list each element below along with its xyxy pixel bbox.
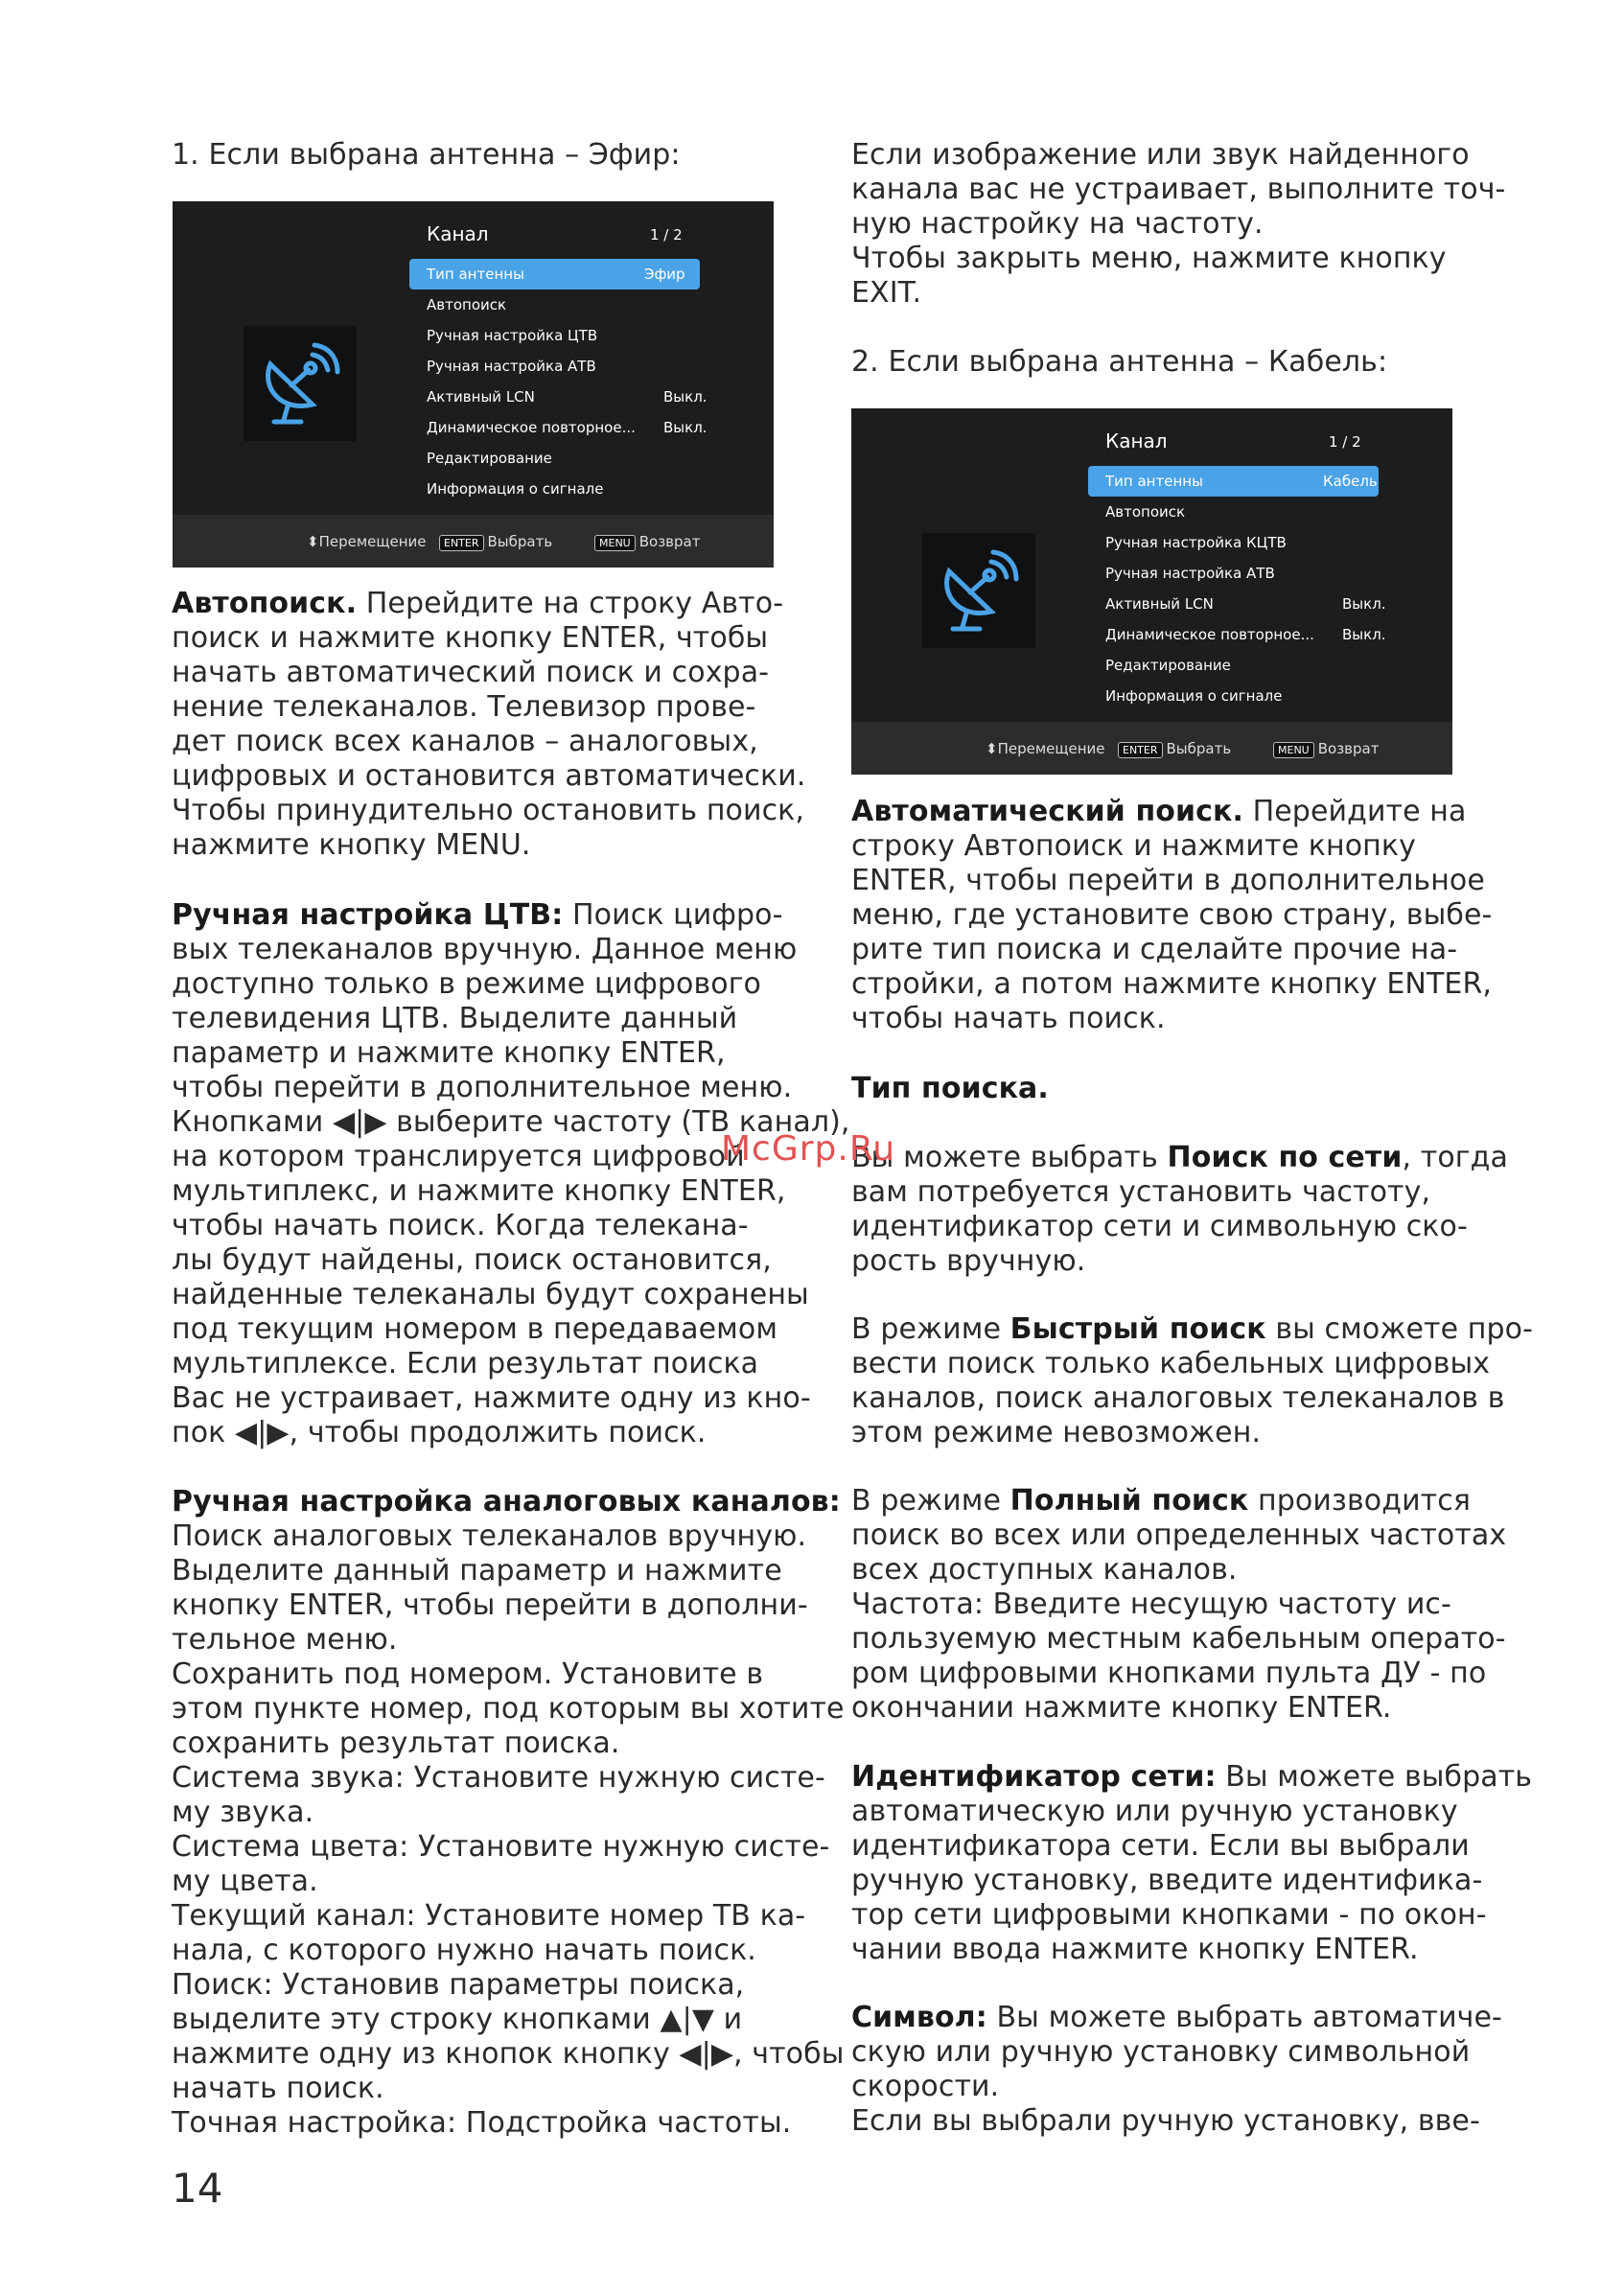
menu-item-label: Активный LCN (1105, 595, 1214, 613)
footer-select-hint: ENTER Выбрать (1118, 740, 1231, 758)
text-line: Вас не устраивает, нажмите одну из кно- (172, 1381, 811, 1415)
text-line: тор сети цифровыми кнопками - по окон- (851, 1898, 1487, 1932)
menu-title: Канал (1105, 429, 1168, 452)
text-line: начать автоматический поиск и сохра- (172, 656, 770, 689)
text-line: нажмите одну из кнопок кнопку ◀|▶, чтобы (172, 2037, 845, 2071)
text-line: чании ввода нажмите кнопку ENTER. (851, 1933, 1419, 1966)
text-line: Автопоиск. Перейдите на строку Авто- (172, 587, 784, 620)
footer-back-hint: MENU Возврат (594, 533, 700, 551)
menu-item-label: Редактирование (1105, 657, 1231, 674)
menu-key-icon: MENU (594, 535, 636, 551)
text-line: цифровых и остановится автоматически. (172, 759, 806, 793)
menu-item[interactable] (1105, 681, 1393, 711)
text-line: Символ: Вы можете выбрать автоматиче- (851, 2001, 1502, 2034)
text-line: доступно только в режиме цифрового (172, 967, 762, 1001)
text-line: кнопку ENTER, чтобы перейти в дополни- (172, 1588, 808, 1622)
menu-item-value: Выкл. (1342, 595, 1386, 613)
text-line: нажмите кнопку MENU. (172, 828, 531, 862)
menu-footer (173, 515, 774, 568)
text-line: идентификатор сети и символьную ско- (851, 1210, 1468, 1243)
menu-page-indicator: 1 / 2 (1329, 433, 1361, 451)
menu-item[interactable] (427, 443, 714, 474)
text-line: стройки, а потом нажмите кнопку ENTER, (851, 967, 1493, 1001)
menu-item[interactable] (1105, 589, 1393, 619)
text-line: пок ◀|▶, чтобы продолжить поиск. (172, 1416, 707, 1449)
text-line: выделите эту строку кнопками ▲|▼ и (172, 2003, 743, 2036)
text-line: всех доступных каналов. (851, 1553, 1238, 1587)
text-line: Система цвета: Установите нужную систе- (172, 1830, 830, 1864)
satellite-dish-icon (922, 533, 1035, 648)
text-line: сохранить результат поиска. (172, 1727, 620, 1760)
footer-move-hint: ⬍Перемещение (307, 533, 427, 550)
text-line: Сохранить под номером. Установите в (172, 1658, 764, 1691)
text-line: автоматическую или ручную установку (851, 1795, 1458, 1828)
text-line: чтобы перейти в дополнительное меню. (172, 1071, 793, 1104)
text-line: Ручная настройка ЦТВ: Поиск цифро- (172, 898, 783, 932)
text-line: ручную установку, введите идентифика- (851, 1864, 1483, 1897)
menu-item[interactable] (1105, 558, 1393, 589)
text-line: му звука. (172, 1796, 314, 1829)
text-line: телевидения ЦТВ. Выделите данный (172, 1002, 738, 1035)
text-line: дет поиск всех каналов – аналоговых, (172, 725, 758, 758)
updown-arrow-icon: ⬍ (986, 740, 998, 757)
menu-item-selected[interactable] (1088, 466, 1379, 497)
text-line: чтобы начать поиск. Когда телекана- (172, 1209, 749, 1242)
text-line: окончании нажмите кнопку ENTER. (851, 1691, 1392, 1725)
text-line: начать поиск. (172, 2072, 384, 2105)
text-line: В режиме Полный поиск производится (851, 1484, 1471, 1518)
heading-antenna-cable: 2. Если выбрана антенна – Кабель: (851, 345, 1388, 379)
menu-item-label: Динамическое повторное... (427, 419, 636, 436)
footer-back-hint: MENU Возврат (1273, 740, 1379, 758)
text-line: ENTER, чтобы перейти в дополнительное (851, 864, 1485, 897)
text-line: рость вручную. (851, 1244, 1086, 1278)
enter-key-icon: ENTER (1118, 742, 1163, 758)
text-line: Если вы выбрали ручную установку, вве- (851, 2104, 1480, 2138)
footer-select-hint: ENTER Выбрать (439, 533, 552, 551)
menu-item-label: Автопоиск (427, 296, 507, 313)
text-line: меню, где установите свою страну, выбе- (851, 898, 1493, 932)
tv-menu-air-screenshot (173, 201, 774, 568)
menu-item-label: Активный LCN (427, 388, 535, 406)
text-line: рите тип поиска и сделайте прочие на- (851, 933, 1458, 966)
text-line: скорости. (851, 2070, 1000, 2103)
text-line: Если изображение или звук найденного (851, 138, 1470, 172)
menu-item[interactable] (427, 351, 714, 382)
menu-item-label: Автопоиск (1105, 503, 1186, 521)
menu-item[interactable] (427, 382, 714, 412)
text-line: EXIT. (851, 276, 922, 310)
text-line: мультиплекс, и нажмите кнопку ENTER, (172, 1174, 786, 1208)
menu-item[interactable] (427, 290, 714, 320)
menu-item[interactable] (1105, 497, 1393, 527)
text-line: идентификатора сети. Если вы выбрали (851, 1829, 1470, 1863)
menu-item-label: Тип антенны (1105, 473, 1203, 490)
menu-title: Канал (427, 222, 489, 245)
menu-item-value: Эфир (644, 266, 685, 283)
menu-item-label: Информация о сигнале (1105, 687, 1283, 705)
text-line: Частота: Введите несущую частоту ис- (851, 1588, 1451, 1621)
updown-arrow-icon: ⬍ (307, 533, 319, 550)
text-line: Чтобы закрыть меню, нажмите кнопку (851, 242, 1447, 275)
text-line: Поиск: Установив параметры поиска, (172, 1968, 745, 2002)
menu-item-value: Выкл. (663, 419, 708, 436)
text-line: Вы можете выбрать Поиск по сети, тогда (851, 1141, 1508, 1174)
text-line: нение телеканалов. Телевизор прове- (172, 690, 756, 724)
menu-item[interactable] (1105, 650, 1393, 681)
text-line: вести поиск только кабельных цифровых (851, 1347, 1491, 1380)
text-line: Кнопками ◀|▶ выберите частоту (ТВ канал), (172, 1105, 850, 1139)
watermark: McGrp.Ru (721, 1129, 896, 1169)
text-line: этом режиме невозможен. (851, 1416, 1262, 1449)
text-line: чтобы начать поиск. (851, 1002, 1166, 1035)
text-line: Автоматический поиск. Перейдите на (851, 795, 1467, 828)
menu-item[interactable] (1105, 619, 1393, 650)
text-line: найденные телеканалы будут сохранены (172, 1278, 809, 1311)
menu-footer (851, 722, 1452, 775)
menu-item-label: Ручная настройка АТВ (427, 358, 596, 375)
heading-antenna-air: 1. Если выбрана антенна – Эфир: (172, 138, 681, 172)
menu-item[interactable] (427, 320, 714, 351)
text-line: Чтобы принудительно остановить поиск, (172, 794, 805, 827)
text-line: лы будут найдены, поиск остановится, (172, 1243, 772, 1277)
menu-item-selected[interactable] (409, 259, 700, 290)
menu-item-value: Выкл. (1342, 626, 1386, 643)
menu-item[interactable] (427, 474, 714, 504)
menu-key-icon: MENU (1273, 742, 1314, 758)
text-line: строку Автопоиск и нажмите кнопку (851, 829, 1416, 863)
text-line: ную настройку на частоту. (851, 207, 1264, 241)
text-line: Точная настройка: Подстройка частоты. (172, 2106, 792, 2140)
text-line: Система звука: Установите нужную систе- (172, 1761, 825, 1795)
text-line: му цвета. (172, 1865, 318, 1898)
menu-item-label: Ручная настройка КЦТВ (1105, 534, 1287, 551)
enter-key-icon: ENTER (439, 535, 484, 551)
tv-menu-cable-screenshot (851, 408, 1452, 775)
text-line: поиск и нажмите кнопку ENTER, чтобы (172, 621, 769, 655)
text-line: под текущим номером в передаваемом (172, 1312, 778, 1346)
text-line: Текущий канал: Установите номер ТВ ка- (172, 1899, 806, 1933)
menu-item-label: Редактирование (427, 450, 552, 467)
text-line: Выделите данный параметр и нажмите (172, 1554, 782, 1588)
menu-item-label: Динамическое повторное... (1105, 626, 1314, 643)
text-line: нала, с которого нужно начать поиск. (172, 1934, 756, 1967)
text-line: мультиплексе. Если результат поиска (172, 1347, 759, 1380)
text-line: пользуемую местным кабельным операто- (851, 1622, 1506, 1656)
menu-item[interactable] (427, 412, 714, 443)
text-line: вам потребуется установить частоту, (851, 1175, 1431, 1209)
text-line: каналов, поиск аналоговых телеканалов в (851, 1381, 1505, 1415)
menu-item-label: Ручная настройка ЦТВ (427, 327, 598, 344)
text-line: тельное меню. (172, 1623, 398, 1657)
text-line: на котором транслируется цифровой (172, 1140, 745, 1173)
text-line: Поиск аналоговых телеканалов вручную. (172, 1519, 807, 1553)
menu-item-value: Кабель (1323, 473, 1378, 490)
text-line: Идентификатор сети: Вы можете выбрать (851, 1760, 1533, 1794)
text-line: ром цифровыми кнопками пульта ДУ - по (851, 1657, 1487, 1690)
text-line: канала вас не устраивает, выполните точ- (851, 173, 1506, 206)
satellite-dish-icon (244, 326, 357, 441)
text-line: скую или ручную установку символьной (851, 2035, 1471, 2069)
footer-move-hint: ⬍Перемещение (986, 740, 1105, 757)
menu-item-label: Ручная настройка АТВ (1105, 565, 1275, 582)
menu-item-label: Тип антенны (427, 266, 524, 283)
text-line: вых телеканалов вручную. Данное меню (172, 933, 798, 966)
menu-item-label: Информация о сигнале (427, 480, 604, 498)
text-line: Ручная настройка аналоговых каналов: (172, 1485, 841, 1518)
page-number: 14 (172, 2165, 223, 2212)
text-line: параметр и нажмите кнопку ENTER, (172, 1036, 726, 1070)
menu-item[interactable] (1105, 527, 1393, 558)
menu-item-value: Выкл. (663, 388, 708, 406)
text-line: этом пункте номер, под которым вы хотите (172, 1692, 845, 1726)
menu-page-indicator: 1 / 2 (650, 226, 683, 243)
heading-search-type: Тип поиска. (851, 1072, 1049, 1105)
text-line: поиск во всех или определенных частотах (851, 1518, 1507, 1552)
text-line: В режиме Быстрый поиск вы сможете про- (851, 1312, 1534, 1346)
